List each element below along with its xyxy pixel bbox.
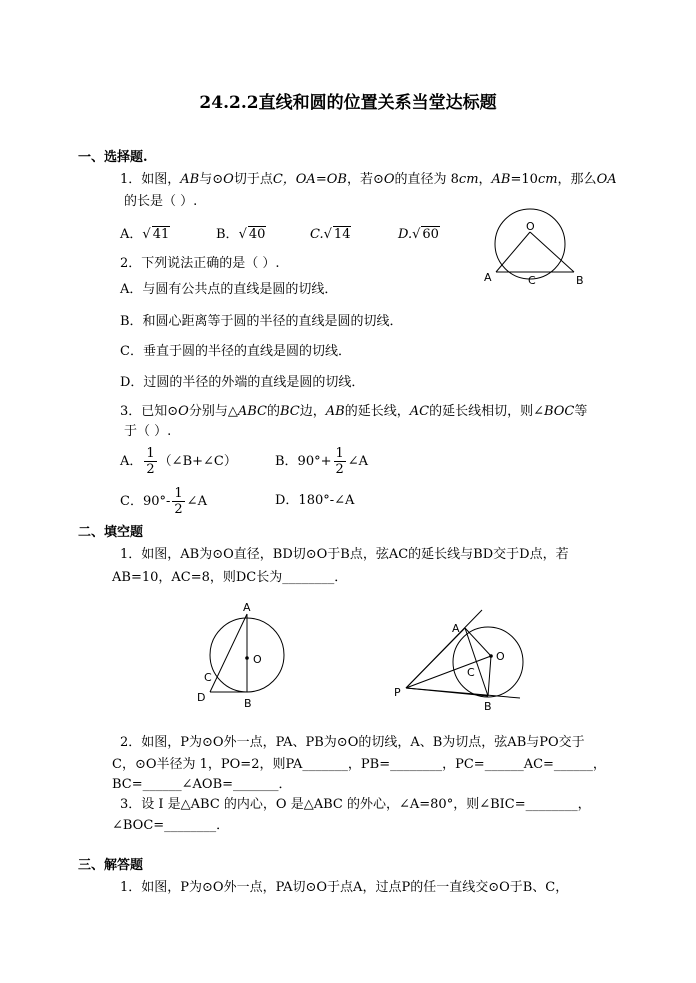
- sqrt-symbol: √ 14: [323, 227, 351, 242]
- q1-option-b: [216, 226, 266, 243]
- q2-stem: 2．下列说法正确的是（ ）.: [120, 256, 280, 271]
- sqrt-symbol: √ 41: [142, 227, 170, 242]
- q1-text: cm: [458, 172, 479, 187]
- f2-line2: C，⊙O半径为 1，PO=2，则PA_______，PB=________，PC=______AC=______，: [112, 757, 606, 772]
- f1-center-dot: [245, 656, 249, 660]
- fraction: [334, 446, 346, 477]
- f2-chord-ab: [465, 628, 488, 696]
- f1-label-d: D: [197, 691, 206, 704]
- f2-figure-right: [390, 608, 530, 714]
- f1-label-a: A: [243, 601, 251, 614]
- q3-text: AB: [325, 404, 345, 419]
- q1-segment-oa: [496, 232, 530, 272]
- q3-text: 等: [574, 404, 588, 419]
- f2-line3: BC=______∠AOB=_______．: [112, 777, 292, 792]
- option-text: ∠A: [186, 494, 207, 509]
- q1-label-a: A: [484, 271, 492, 284]
- q1-segment-ob: [530, 232, 574, 272]
- q1-text: 的直径为 8: [394, 172, 459, 187]
- q3-text: 分别与△: [188, 404, 238, 419]
- f2-radius-oa: [465, 628, 491, 656]
- f2-radius-ob: [488, 656, 491, 696]
- q3-text: 的延长线相切，则∠: [429, 404, 544, 419]
- q3-text: BC: [280, 404, 300, 419]
- section-choice-heading: 一、选择题.: [78, 150, 148, 165]
- q1-option-d: [398, 226, 440, 243]
- f3-line1: 3．设 I 是△ABC 的内心，O 是△ABC 的外心，∠A=80°，则∠BIC=________，: [120, 797, 591, 812]
- f2-label-p: P: [394, 686, 401, 699]
- q1-stem-line1: [120, 172, 617, 188]
- q1-label-c: C: [528, 274, 536, 287]
- fraction-numerator: 1: [174, 486, 183, 501]
- f1-line1: 1．如图，AB为⊙O直径，BD切⊙O于B点，弦AC的延长线与BD交于D点，若: [120, 547, 569, 562]
- option-text: ∠A: [347, 454, 369, 469]
- option-label: C．90°-: [120, 494, 171, 509]
- q1-text: C，OA=OB: [272, 172, 347, 187]
- f1-label-b: B: [244, 697, 252, 710]
- q3-option-d: D．180°-∠A: [275, 493, 355, 508]
- q3-text: 边，: [299, 404, 326, 419]
- f2-line1: 2．如图，P为⊙O外一点，PA、PB为⊙O的切线，A、B为切点，弦AB与PO交于: [120, 735, 585, 750]
- f2-label-a: A: [452, 622, 460, 635]
- f2-segment-pa: [406, 628, 465, 688]
- q1-figure: [478, 208, 590, 290]
- q1-option-a: [120, 226, 170, 243]
- q1-text: ，若⊙: [346, 172, 384, 187]
- f1-line2: AB=10，AC=8，则DC长为________．: [112, 570, 348, 585]
- option-label: B．: [216, 227, 239, 242]
- q3-option-c: [120, 486, 207, 517]
- q1-text: O: [223, 172, 234, 187]
- q2-option-c: C．垂直于圆的半径的直线是圆的切线．: [120, 344, 351, 359]
- q3-text: 的延长线，: [344, 404, 410, 419]
- fraction-numerator: 1: [335, 446, 344, 461]
- q1-text: ，那么: [557, 172, 597, 187]
- radicand: 40: [248, 227, 266, 242]
- q1-text: ，: [478, 172, 492, 187]
- q1-stem-line2: 的长是（ ）.: [124, 194, 198, 209]
- q3-text: BOC: [543, 404, 575, 419]
- fraction-denominator: 2: [335, 462, 344, 477]
- f1-label-c: C: [204, 671, 212, 684]
- option-label: A．: [120, 454, 143, 469]
- f3-line2: ∠BOC=________．: [112, 818, 230, 833]
- f1-chord-ad: [210, 614, 247, 692]
- radicand: 14: [333, 227, 351, 242]
- section-fill-heading: 二、填空题: [78, 525, 144, 540]
- q3-stem-line1: [120, 404, 587, 420]
- q1-text: 与⊙: [199, 172, 224, 187]
- q1-text: O: [383, 172, 395, 187]
- f2-label-b: B: [484, 700, 492, 713]
- q3-text: AC: [409, 404, 430, 419]
- fraction: [144, 446, 156, 477]
- q1-text: =10: [510, 172, 538, 187]
- option-label: B．90°+: [275, 454, 332, 469]
- fraction-denominator: 2: [174, 502, 183, 517]
- q1-text: AB: [491, 172, 511, 187]
- f2-label-o: O: [496, 650, 505, 663]
- q1-text: OA: [596, 172, 617, 187]
- q3-text: ABC: [237, 404, 267, 419]
- fraction-denominator: 2: [146, 462, 155, 477]
- f1-label-o: O: [253, 653, 262, 666]
- q1-text: 1．如图，: [120, 172, 181, 187]
- f2-label-c: C: [467, 666, 475, 679]
- q3-option-a: [120, 446, 237, 477]
- option-label: A．: [120, 227, 143, 242]
- q1-text: AB: [180, 172, 200, 187]
- fraction-numerator: 1: [146, 446, 155, 461]
- q2-option-a: A．与圆有公共点的直线是圆的切线．: [120, 282, 338, 297]
- f1-figure-left: [192, 600, 292, 712]
- option-label: D.: [398, 227, 413, 242]
- f2-segment-po: [406, 656, 491, 688]
- q1-text: cm: [537, 172, 558, 187]
- fraction: [172, 486, 184, 517]
- section-answer-heading: 三、解答题: [78, 858, 144, 873]
- q3-text: 的: [266, 404, 280, 419]
- f2-circle: [453, 627, 523, 697]
- option-text: （∠B+∠C）: [158, 454, 237, 469]
- f2-segment-pb: [406, 688, 488, 696]
- q3-text: O: [178, 404, 189, 419]
- f2-center-dot: [489, 654, 493, 658]
- q1-label-o: O: [526, 220, 535, 233]
- q3-text: 3．已知⊙: [120, 404, 179, 419]
- q2-option-b: B．和圆心距离等于圆的半径的直线是圆的切线．: [120, 314, 403, 329]
- page-title: 24.2.2直线和圆的位置关系当堂达标题: [199, 93, 497, 113]
- q2-option-d: D．过圆的半径的外端的直线是圆的切线．: [120, 375, 365, 390]
- s1-line1: 1．如图，P为⊙O外一点，PA切⊙O于点A，过点P的任一直线交⊙O于B、C，: [120, 880, 569, 895]
- sqrt-symbol: √ 40: [238, 227, 266, 242]
- radicand: 60: [422, 227, 439, 242]
- q1-option-c: [310, 226, 351, 243]
- q3-stem-line2: 于（ ）.: [124, 424, 172, 439]
- radicand: 41: [152, 227, 170, 242]
- sqrt-symbol: √ 60: [412, 227, 439, 242]
- q1-label-b: B: [576, 274, 584, 287]
- q3-option-b: [275, 446, 368, 477]
- q1-text: 切于点: [233, 172, 273, 187]
- option-label: C.: [310, 227, 324, 242]
